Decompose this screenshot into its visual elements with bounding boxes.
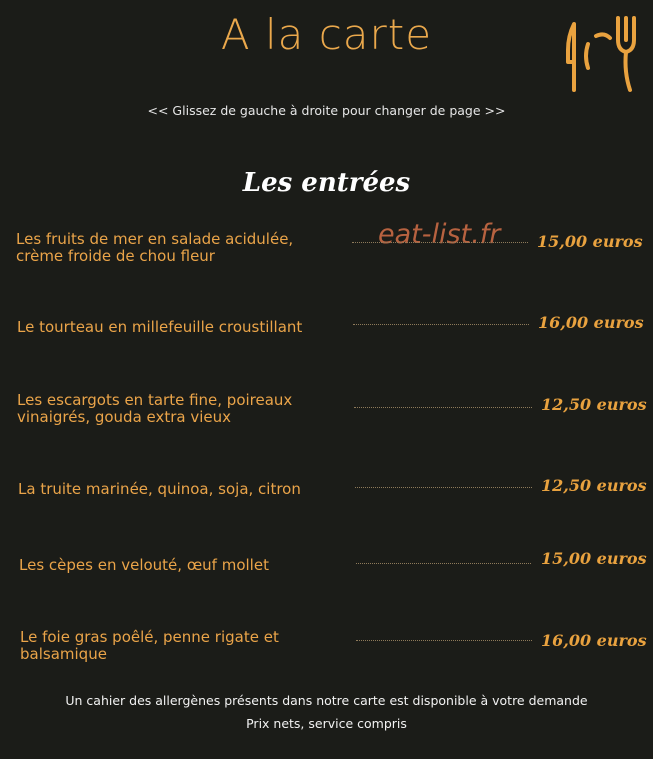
- swipe-hint: << Glissez de gauche à droite pour changer de page >>: [147, 103, 506, 118]
- menu-item-name: La truite marinée, quinoa, soja, citron: [18, 480, 301, 498]
- menu-item-price: 12,50 euros: [541, 395, 647, 414]
- section-title: Les entrées: [242, 168, 411, 198]
- dotted-leader: [355, 487, 532, 488]
- menu-item-name: Les fruits de mer en salade acidulée, crème froide de chou fleur: [16, 230, 294, 265]
- allergens-note: Un cahier des allergènes présents dans notre carte est disponible à votre demande: [65, 693, 588, 708]
- dotted-leader: [352, 242, 528, 243]
- menu-item-price: 16,00 euros: [541, 631, 647, 650]
- dotted-leader: [356, 563, 531, 564]
- menu-item-name: Le foie gras poêlé, penne rigate et balsamique: [20, 628, 279, 663]
- menu-item-price: 12,50 euros: [541, 476, 647, 495]
- dotted-leader: [353, 324, 529, 325]
- menu-item-name: Les cèpes en velouté, œuf mollet: [19, 556, 269, 574]
- fork-plate-knife-icon: [564, 10, 642, 96]
- menu-item-name: Le tourteau en millefeuille croustillant: [17, 318, 303, 336]
- menu-item-price: 16,00 euros: [538, 313, 644, 332]
- menu-item-price: 15,00 euros: [541, 549, 647, 568]
- menu-item-price: 15,00 euros: [537, 232, 643, 251]
- menu-item-name: Les escargots en tarte fine, poireaux vinaigrés, gouda extra vieux: [17, 391, 293, 426]
- dotted-leader: [354, 407, 532, 408]
- watermark: eat-list.fr: [378, 219, 501, 250]
- pricing-note: Prix nets, service compris: [246, 716, 407, 731]
- page-title: A la carte: [220, 10, 433, 59]
- dotted-leader: [356, 640, 532, 641]
